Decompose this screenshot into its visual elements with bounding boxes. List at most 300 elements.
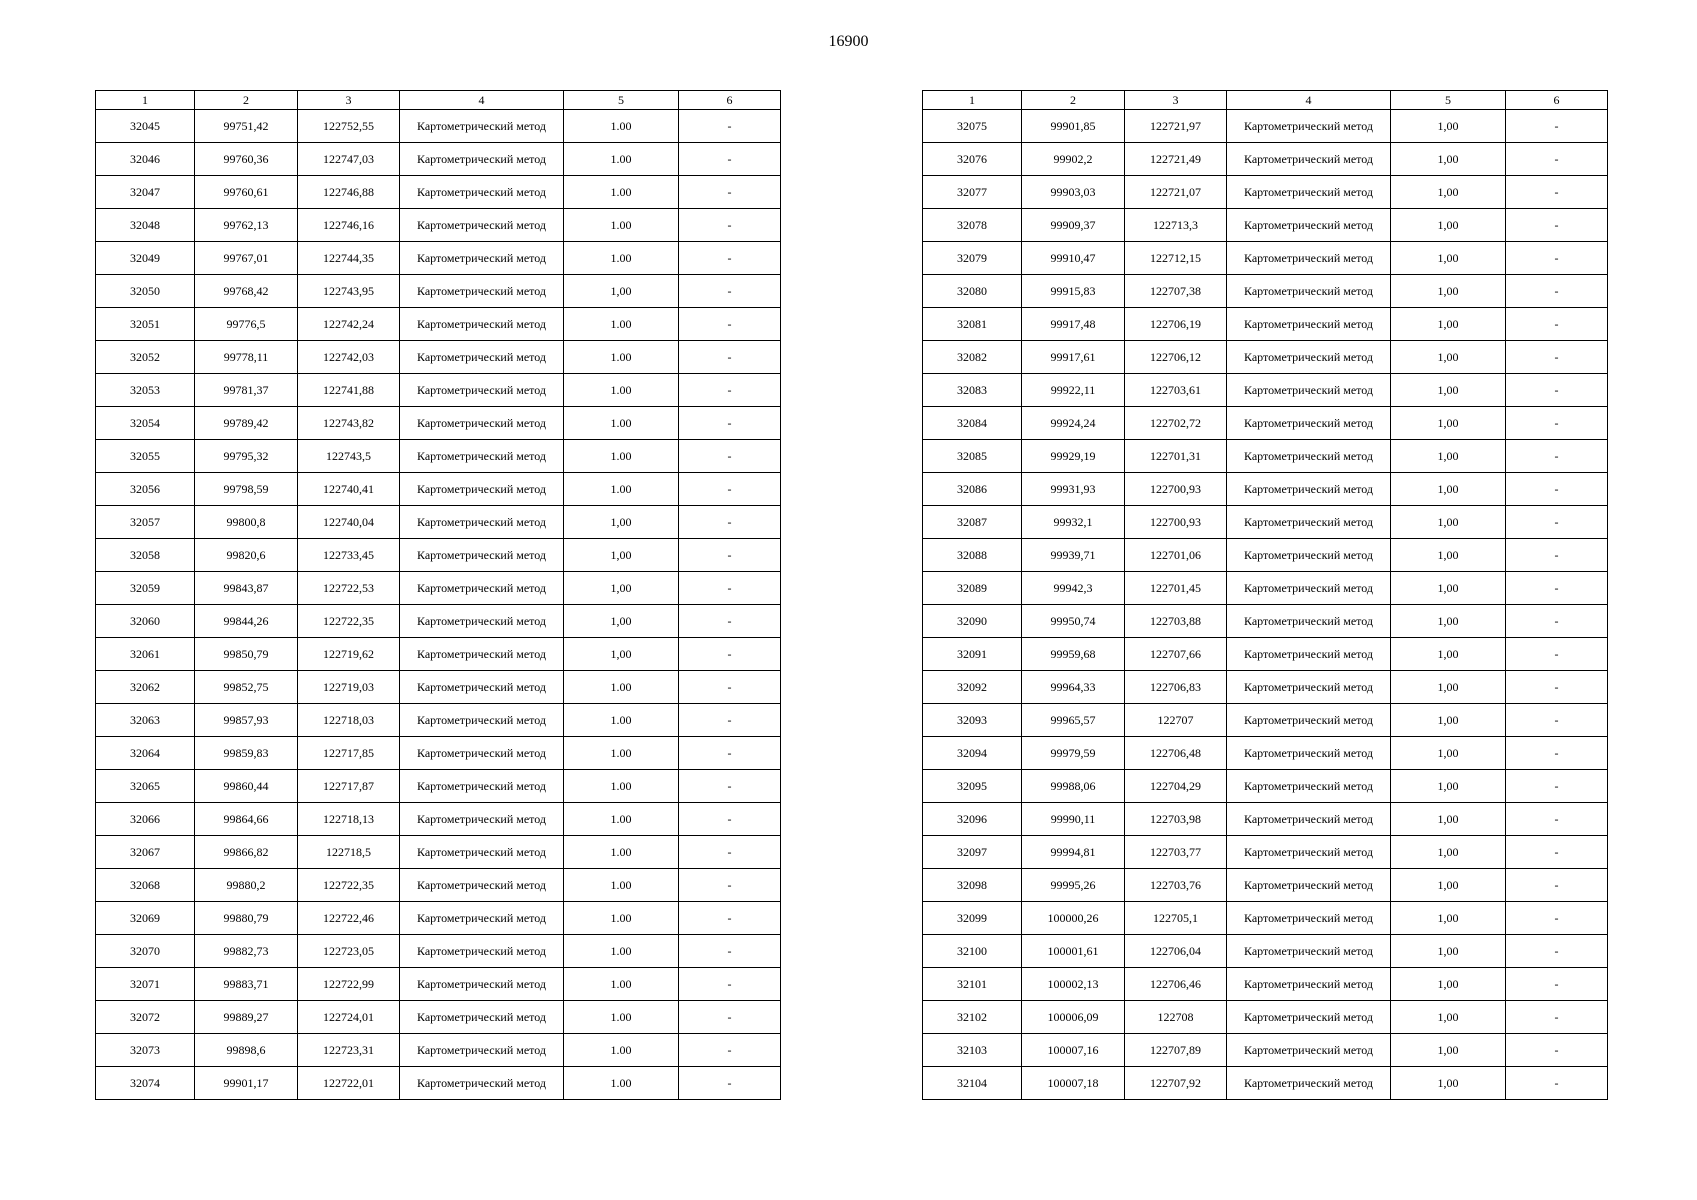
method-cell: Картометрический метод (1227, 341, 1391, 374)
method-cell: Картометрический метод (400, 473, 564, 506)
table-row (96, 440, 781, 473)
accuracy-cell: 1,00 (1391, 1067, 1506, 1100)
accuracy-cell: 1,00 (1391, 968, 1506, 1001)
note-cell: - (679, 968, 781, 1001)
accuracy-cell: 1,00 (564, 506, 679, 539)
point-number-cell: 32084 (923, 407, 1022, 440)
table-row (923, 737, 1608, 770)
y-coordinate-cell: 122707,89 (1125, 1034, 1227, 1067)
point-number-cell: 32059 (96, 572, 195, 605)
method-cell: Картометрический метод (1227, 440, 1391, 473)
point-number-cell: 32064 (96, 737, 195, 770)
point-number-cell: 32061 (96, 638, 195, 671)
method-cell: Картометрический метод (400, 671, 564, 704)
method-cell: Картометрический метод (400, 407, 564, 440)
note-cell: - (679, 506, 781, 539)
note-cell: - (679, 308, 781, 341)
point-number-cell: 32102 (923, 1001, 1022, 1034)
accuracy-cell: 1,00 (1391, 374, 1506, 407)
accuracy-cell: 1,00 (1391, 506, 1506, 539)
accuracy-cell: 1,00 (1391, 935, 1506, 968)
method-cell: Картометрический метод (1227, 869, 1391, 902)
accuracy-cell: 1.00 (564, 110, 679, 143)
point-number-cell: 32045 (96, 110, 195, 143)
y-coordinate-cell: 122719,03 (298, 671, 400, 704)
method-cell: Картометрический метод (1227, 308, 1391, 341)
note-cell: - (679, 440, 781, 473)
point-number-cell: 32052 (96, 341, 195, 374)
note-cell: - (1506, 1067, 1608, 1100)
x-coordinate-cell: 99776,5 (195, 308, 298, 341)
x-coordinate-cell: 99768,42 (195, 275, 298, 308)
point-number-cell: 32100 (923, 935, 1022, 968)
accuracy-cell: 1.00 (564, 374, 679, 407)
table-row (96, 836, 781, 869)
x-coordinate-cell: 99762,13 (195, 209, 298, 242)
coordinates-table-left (95, 90, 781, 1100)
x-coordinate-cell: 99883,71 (195, 968, 298, 1001)
point-number-cell: 32081 (923, 308, 1022, 341)
x-coordinate-cell: 99844,26 (195, 605, 298, 638)
y-coordinate-cell: 122747,03 (298, 143, 400, 176)
point-number-cell: 32072 (96, 1001, 195, 1034)
note-cell: - (1506, 803, 1608, 836)
accuracy-cell: 1.00 (564, 341, 679, 374)
note-cell: - (679, 770, 781, 803)
table-row (923, 671, 1608, 704)
x-coordinate-cell: 99931,93 (1022, 473, 1125, 506)
note-cell: - (1506, 275, 1608, 308)
accuracy-cell: 1.00 (564, 737, 679, 770)
y-coordinate-cell: 122700,93 (1125, 506, 1227, 539)
note-cell: - (679, 737, 781, 770)
x-coordinate-cell: 99909,37 (1022, 209, 1125, 242)
accuracy-cell: 1.00 (564, 968, 679, 1001)
accuracy-cell: 1.00 (564, 1034, 679, 1067)
point-number-cell: 32050 (96, 275, 195, 308)
header-row (923, 91, 1608, 110)
table-row (923, 572, 1608, 605)
method-cell: Картометрический метод (1227, 968, 1391, 1001)
note-cell: - (1506, 308, 1608, 341)
method-cell: Картометрический метод (1227, 506, 1391, 539)
note-cell: - (1506, 176, 1608, 209)
x-coordinate-cell: 99965,57 (1022, 704, 1125, 737)
note-cell: - (1506, 407, 1608, 440)
note-cell: - (1506, 242, 1608, 275)
x-coordinate-cell: 99964,33 (1022, 671, 1125, 704)
note-cell: - (679, 704, 781, 737)
note-cell: - (1506, 506, 1608, 539)
table-row (96, 242, 781, 275)
method-cell: Картометрический метод (400, 605, 564, 638)
note-cell: - (679, 671, 781, 704)
table-row (923, 242, 1608, 275)
accuracy-cell: 1,00 (564, 638, 679, 671)
point-number-cell: 32094 (923, 737, 1022, 770)
accuracy-cell: 1.00 (564, 671, 679, 704)
note-cell: - (1506, 572, 1608, 605)
x-coordinate-cell: 99988,06 (1022, 770, 1125, 803)
y-coordinate-cell: 122740,41 (298, 473, 400, 506)
x-coordinate-cell: 99910,47 (1022, 242, 1125, 275)
accuracy-cell: 1.00 (564, 869, 679, 902)
x-coordinate-cell: 100007,18 (1022, 1067, 1125, 1100)
method-cell: Картометрический метод (400, 836, 564, 869)
table-row (96, 374, 781, 407)
y-coordinate-cell: 122719,62 (298, 638, 400, 671)
y-coordinate-cell: 122752,55 (298, 110, 400, 143)
y-coordinate-cell: 122712,15 (1125, 242, 1227, 275)
accuracy-cell: 1,00 (1391, 539, 1506, 572)
y-coordinate-cell: 122743,82 (298, 407, 400, 440)
point-number-cell: 32069 (96, 902, 195, 935)
accuracy-cell: 1.00 (564, 704, 679, 737)
method-cell: Картометрический метод (1227, 473, 1391, 506)
x-coordinate-cell: 99859,83 (195, 737, 298, 770)
note-cell: - (1506, 1034, 1608, 1067)
table-row (923, 605, 1608, 638)
accuracy-cell: 1,00 (1391, 275, 1506, 308)
y-coordinate-cell: 122722,46 (298, 902, 400, 935)
table-row (923, 110, 1608, 143)
point-number-cell: 32083 (923, 374, 1022, 407)
y-coordinate-cell: 122703,76 (1125, 869, 1227, 902)
x-coordinate-cell: 99950,74 (1022, 605, 1125, 638)
note-cell: - (679, 374, 781, 407)
point-number-cell: 32090 (923, 605, 1022, 638)
point-number-cell: 32086 (923, 473, 1022, 506)
table-row (96, 968, 781, 1001)
y-coordinate-cell: 122700,93 (1125, 473, 1227, 506)
accuracy-cell: 1,00 (1391, 572, 1506, 605)
method-cell: Картометрический метод (1227, 638, 1391, 671)
table-row (96, 737, 781, 770)
note-cell: - (1506, 374, 1608, 407)
accuracy-cell: 1,00 (1391, 176, 1506, 209)
method-cell: Картометрический метод (1227, 572, 1391, 605)
accuracy-cell: 1,00 (1391, 704, 1506, 737)
accuracy-cell: 1,00 (1391, 143, 1506, 176)
point-number-cell: 32079 (923, 242, 1022, 275)
coordinates-table-right (922, 90, 1608, 1100)
y-coordinate-cell: 122707,66 (1125, 638, 1227, 671)
accuracy-cell: 1,00 (1391, 440, 1506, 473)
y-coordinate-cell: 122718,5 (298, 836, 400, 869)
x-coordinate-cell: 100006,09 (1022, 1001, 1125, 1034)
note-cell: - (679, 572, 781, 605)
table-row (96, 407, 781, 440)
table-body (923, 110, 1608, 1100)
accuracy-cell: 1,00 (1391, 737, 1506, 770)
accuracy-cell: 1,00 (1391, 770, 1506, 803)
accuracy-cell: 1,00 (564, 605, 679, 638)
point-number-cell: 32047 (96, 176, 195, 209)
point-number-cell: 32080 (923, 275, 1022, 308)
y-coordinate-cell: 122740,04 (298, 506, 400, 539)
table-row (923, 935, 1608, 968)
accuracy-cell: 1.00 (564, 1067, 679, 1100)
table-row (923, 836, 1608, 869)
column-header: 5 (564, 91, 679, 110)
point-number-cell: 32066 (96, 803, 195, 836)
y-coordinate-cell: 122706,12 (1125, 341, 1227, 374)
y-coordinate-cell: 122724,01 (298, 1001, 400, 1034)
y-coordinate-cell: 122723,05 (298, 935, 400, 968)
x-coordinate-cell: 99798,59 (195, 473, 298, 506)
table-row (96, 869, 781, 902)
x-coordinate-cell: 99922,11 (1022, 374, 1125, 407)
x-coordinate-cell: 100002,13 (1022, 968, 1125, 1001)
accuracy-cell: 1,00 (1391, 869, 1506, 902)
method-cell: Картометрический метод (400, 902, 564, 935)
note-cell: - (1506, 671, 1608, 704)
method-cell: Картометрический метод (400, 209, 564, 242)
y-coordinate-cell: 122721,49 (1125, 143, 1227, 176)
method-cell: Картометрический метод (400, 242, 564, 275)
method-cell: Картометрический метод (400, 869, 564, 902)
x-coordinate-cell: 99924,24 (1022, 407, 1125, 440)
point-number-cell: 32049 (96, 242, 195, 275)
accuracy-cell: 1.00 (564, 242, 679, 275)
method-cell: Картометрический метод (400, 1067, 564, 1100)
point-number-cell: 32082 (923, 341, 1022, 374)
method-cell: Картометрический метод (1227, 803, 1391, 836)
point-number-cell: 32104 (923, 1067, 1022, 1100)
y-coordinate-cell: 122703,98 (1125, 803, 1227, 836)
column-header: 2 (1022, 91, 1125, 110)
method-cell: Картометрический метод (1227, 242, 1391, 275)
accuracy-cell: 1,00 (1391, 341, 1506, 374)
method-cell: Картометрический метод (1227, 737, 1391, 770)
y-coordinate-cell: 122706,46 (1125, 968, 1227, 1001)
method-cell: Картометрический метод (400, 374, 564, 407)
method-cell: Картометрический метод (1227, 836, 1391, 869)
table-row (96, 539, 781, 572)
note-cell: - (679, 539, 781, 572)
column-header: 5 (1391, 91, 1506, 110)
point-number-cell: 32063 (96, 704, 195, 737)
table-row (96, 110, 781, 143)
accuracy-cell: 1.00 (564, 935, 679, 968)
x-coordinate-cell: 99903,03 (1022, 176, 1125, 209)
x-coordinate-cell: 99781,37 (195, 374, 298, 407)
method-cell: Картометрический метод (1227, 935, 1391, 968)
table-row (96, 572, 781, 605)
y-coordinate-cell: 122722,35 (298, 869, 400, 902)
y-coordinate-cell: 122706,48 (1125, 737, 1227, 770)
method-cell: Картометрический метод (1227, 407, 1391, 440)
table-row (923, 209, 1608, 242)
note-cell: - (1506, 605, 1608, 638)
x-coordinate-cell: 100007,16 (1022, 1034, 1125, 1067)
method-cell: Картометрический метод (400, 110, 564, 143)
method-cell: Картометрический метод (400, 1034, 564, 1067)
note-cell: - (1506, 209, 1608, 242)
table-row (923, 143, 1608, 176)
accuracy-cell: 1,00 (1391, 209, 1506, 242)
accuracy-cell: 1,00 (564, 572, 679, 605)
method-cell: Картометрический метод (400, 275, 564, 308)
table-row (96, 1067, 781, 1100)
x-coordinate-cell: 99789,42 (195, 407, 298, 440)
note-cell: - (1506, 341, 1608, 374)
point-number-cell: 32077 (923, 176, 1022, 209)
method-cell: Картометрический метод (400, 638, 564, 671)
note-cell: - (679, 605, 781, 638)
note-cell: - (1506, 110, 1608, 143)
method-cell: Картометрический метод (400, 803, 564, 836)
method-cell: Картометрический метод (1227, 704, 1391, 737)
note-cell: - (679, 1001, 781, 1034)
table-row (923, 770, 1608, 803)
method-cell: Картометрический метод (1227, 539, 1391, 572)
point-number-cell: 32097 (923, 836, 1022, 869)
x-coordinate-cell: 99898,6 (195, 1034, 298, 1067)
note-cell: - (1506, 704, 1608, 737)
table-row (923, 704, 1608, 737)
method-cell: Картометрический метод (400, 1001, 564, 1034)
method-cell: Картометрический метод (400, 506, 564, 539)
method-cell: Картометрический метод (400, 704, 564, 737)
accuracy-cell: 1.00 (564, 770, 679, 803)
x-coordinate-cell: 100001,61 (1022, 935, 1125, 968)
method-cell: Картометрический метод (1227, 176, 1391, 209)
table-row (923, 308, 1608, 341)
note-cell: - (679, 110, 781, 143)
table-row (923, 473, 1608, 506)
header-row (96, 91, 781, 110)
point-number-cell: 32054 (96, 407, 195, 440)
accuracy-cell: 1,00 (564, 539, 679, 572)
y-coordinate-cell: 122705,1 (1125, 902, 1227, 935)
x-coordinate-cell: 99917,61 (1022, 341, 1125, 374)
y-coordinate-cell: 122701,06 (1125, 539, 1227, 572)
y-coordinate-cell: 122701,45 (1125, 572, 1227, 605)
accuracy-cell: 1.00 (564, 1001, 679, 1034)
column-header: 1 (96, 91, 195, 110)
note-cell: - (1506, 1001, 1608, 1034)
accuracy-cell: 1.00 (564, 308, 679, 341)
method-cell: Картометрический метод (400, 308, 564, 341)
point-number-cell: 32076 (923, 143, 1022, 176)
column-header: 3 (298, 91, 400, 110)
x-coordinate-cell: 99942,3 (1022, 572, 1125, 605)
note-cell: - (1506, 836, 1608, 869)
table-row (923, 539, 1608, 572)
note-cell: - (679, 638, 781, 671)
method-cell: Картометрический метод (1227, 275, 1391, 308)
x-coordinate-cell: 99767,01 (195, 242, 298, 275)
x-coordinate-cell: 99880,79 (195, 902, 298, 935)
method-cell: Картометрический метод (400, 572, 564, 605)
table-row (923, 275, 1608, 308)
method-cell: Картометрический метод (1227, 1067, 1391, 1100)
point-number-cell: 32101 (923, 968, 1022, 1001)
note-cell: - (1506, 638, 1608, 671)
note-cell: - (679, 1067, 781, 1100)
y-coordinate-cell: 122742,24 (298, 308, 400, 341)
method-cell: Картометрический метод (400, 968, 564, 1001)
y-coordinate-cell: 122717,87 (298, 770, 400, 803)
y-coordinate-cell: 122706,83 (1125, 671, 1227, 704)
table-row (96, 341, 781, 374)
y-coordinate-cell: 122741,88 (298, 374, 400, 407)
x-coordinate-cell: 99820,6 (195, 539, 298, 572)
method-cell: Картометрический метод (400, 539, 564, 572)
accuracy-cell: 1.00 (564, 143, 679, 176)
y-coordinate-cell: 122706,04 (1125, 935, 1227, 968)
point-number-cell: 32075 (923, 110, 1022, 143)
y-coordinate-cell: 122703,88 (1125, 605, 1227, 638)
point-number-cell: 32073 (96, 1034, 195, 1067)
accuracy-cell: 1.00 (564, 209, 679, 242)
y-coordinate-cell: 122721,97 (1125, 110, 1227, 143)
column-header: 2 (195, 91, 298, 110)
accuracy-cell: 1,00 (1391, 473, 1506, 506)
table-row (96, 935, 781, 968)
accuracy-cell: 1.00 (564, 440, 679, 473)
note-cell: - (679, 242, 781, 275)
y-coordinate-cell: 122707 (1125, 704, 1227, 737)
table-row (923, 1034, 1608, 1067)
x-coordinate-cell: 99917,48 (1022, 308, 1125, 341)
table-row (923, 506, 1608, 539)
point-number-cell: 32099 (923, 902, 1022, 935)
x-coordinate-cell: 99994,81 (1022, 836, 1125, 869)
table-row (923, 902, 1608, 935)
note-cell: - (1506, 968, 1608, 1001)
y-coordinate-cell: 122713,3 (1125, 209, 1227, 242)
note-cell: - (1506, 539, 1608, 572)
method-cell: Картометрический метод (1227, 605, 1391, 638)
table-body (96, 110, 781, 1100)
x-coordinate-cell: 99882,73 (195, 935, 298, 968)
point-number-cell: 32056 (96, 473, 195, 506)
note-cell: - (679, 1034, 781, 1067)
x-coordinate-cell: 99866,82 (195, 836, 298, 869)
note-cell: - (1506, 440, 1608, 473)
accuracy-cell: 1.00 (564, 407, 679, 440)
accuracy-cell: 1,00 (1391, 110, 1506, 143)
column-header: 4 (400, 91, 564, 110)
point-number-cell: 32088 (923, 539, 1022, 572)
table-row (96, 1001, 781, 1034)
point-number-cell: 32048 (96, 209, 195, 242)
method-cell: Картометрический метод (400, 341, 564, 374)
accuracy-cell: 1.00 (564, 176, 679, 209)
point-number-cell: 32053 (96, 374, 195, 407)
method-cell: Картометрический метод (1227, 1001, 1391, 1034)
table-row (923, 341, 1608, 374)
table-row (923, 374, 1608, 407)
note-cell: - (679, 803, 781, 836)
accuracy-cell: 1,00 (1391, 671, 1506, 704)
note-cell: - (1506, 143, 1608, 176)
note-cell: - (1506, 473, 1608, 506)
table-row (923, 638, 1608, 671)
y-coordinate-cell: 122722,35 (298, 605, 400, 638)
accuracy-cell: 1,00 (1391, 836, 1506, 869)
note-cell: - (679, 176, 781, 209)
method-cell: Картометрический метод (1227, 671, 1391, 704)
y-coordinate-cell: 122721,07 (1125, 176, 1227, 209)
y-coordinate-cell: 122703,61 (1125, 374, 1227, 407)
point-number-cell: 32093 (923, 704, 1022, 737)
table-row (96, 176, 781, 209)
method-cell: Картометрический метод (1227, 1034, 1391, 1067)
y-coordinate-cell: 122718,03 (298, 704, 400, 737)
